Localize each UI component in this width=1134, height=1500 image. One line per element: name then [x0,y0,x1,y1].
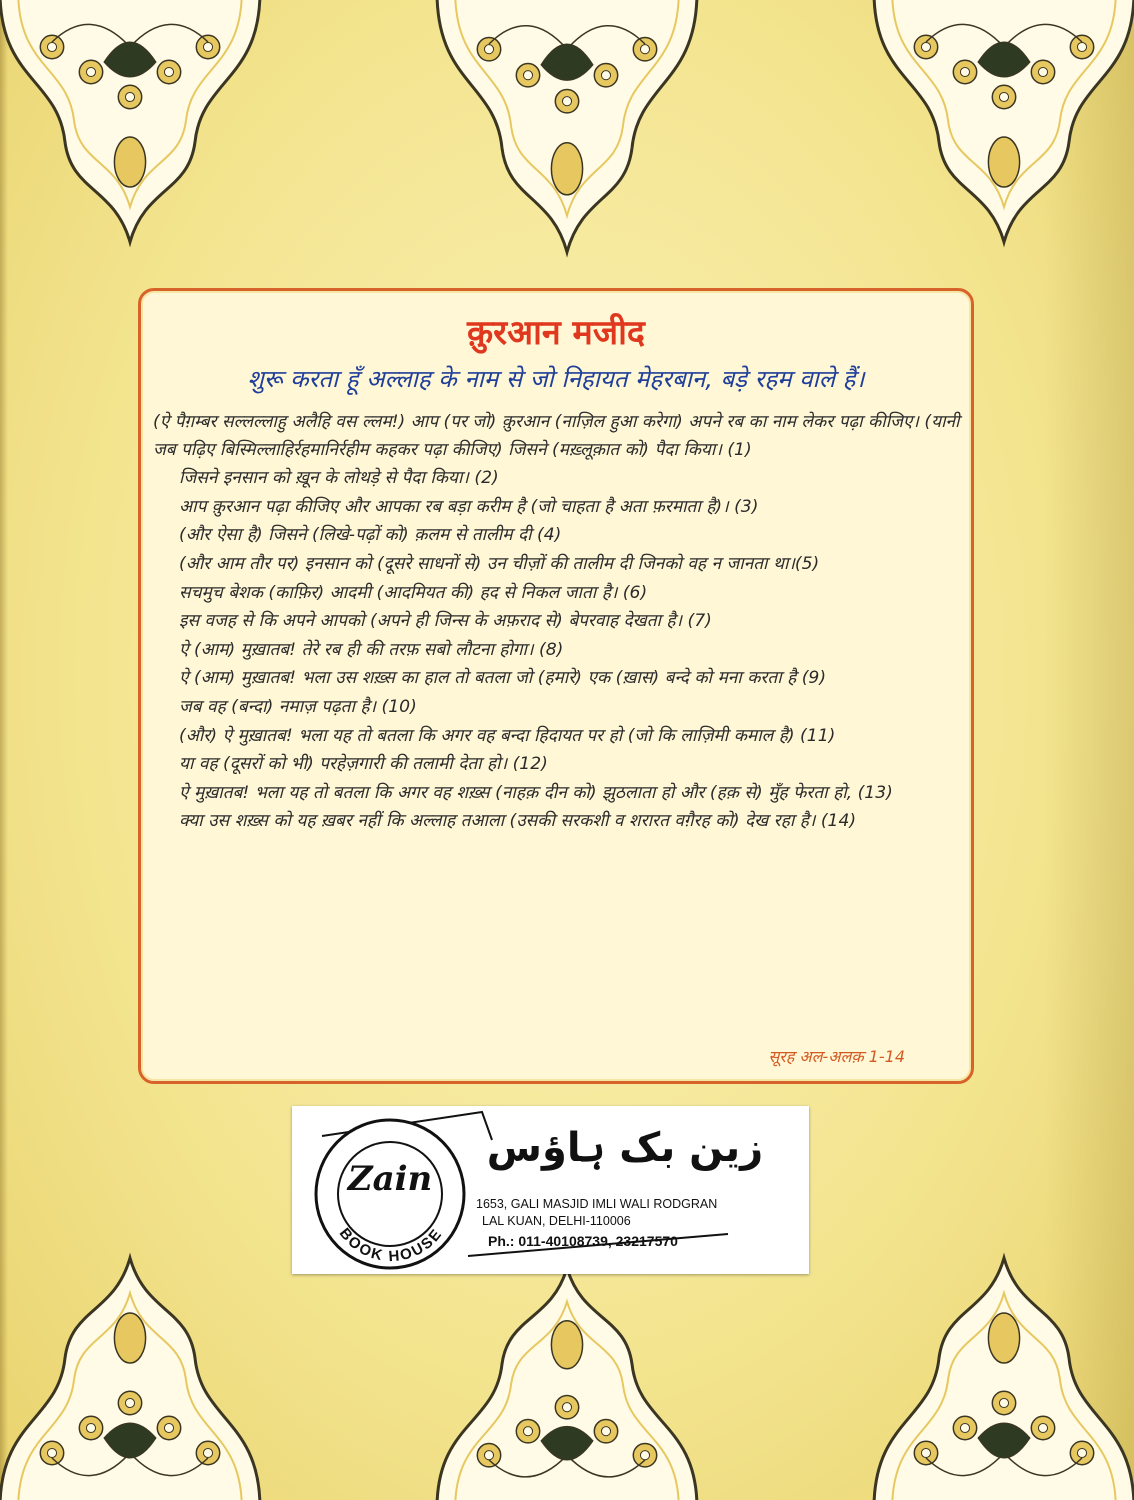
verse-2: जिसने इनसान को ख़ून के लोथड़े से पैदा किया। (2) [179,468,499,489]
address-line-1: 1653, GALI MASJID IMLI WALI RODGRAN [476,1197,718,1211]
ornament-top-left [0,0,260,242]
verse-list [153,409,963,837]
ornament-bottom-center [437,1268,697,1500]
verse-7: इस वजह से कि अपने आपको (अपने ही जिन्स के अफ़राद से) बेपरवाह देखता है। (7) [179,611,712,632]
verse-4: (और ऐसा है) जिसने (लिखे-पढ़ों को) क़लम से तालीम दी (4) [179,525,562,546]
ornament-top-center [437,0,697,252]
verse-6: सचमुच बेशक (काफ़िर) आदमी (आदमियत की) हद से निकल जाता है। (6) [179,582,648,603]
publisher-sticker [292,1106,809,1274]
address-line-2: LAL KUAN, DELHI-110006 [482,1214,631,1228]
publisher-name-urdu: زین بک ہاؤس [486,1125,764,1171]
verse-12: या वह (दूसरों को भी) परहेज़गारी की तलामी देता हो। (12) [179,754,548,775]
logo-word: Zain [347,1159,433,1199]
verse-13: ऐ मुख़ातब! भला यह तो बतला कि अगर वह शख़्स (नाहक़ दीन को) झुठलाता हो और (हक़ से) मुँह फेरता हो, (13) [179,782,893,803]
verse-5: (और आम तौर पर) इनसान को (दूसरे साधनों से) उन चीज़ों की तालीम दी जिनको वह न जानता था।(5) [179,553,820,574]
ornament-bottom-right [874,1258,1134,1500]
logo-ring-text: BOOK HOUSE [335,1224,447,1266]
verse-1: (ऐ पैग़म्बर सल्लल्लाहु अलैहि वस ल्लम!) आप (पर जो) क़ुरआन (नाज़िल हुआ करेगा) अपने रब का नाम लेकर पढ़ा कीजिए। (यानी जब पढ़िए बिस्मिल्लाहिर्रहमानिर्रहीम कहकर पढ़ा कीजिए) जिसने (मख़्लूक़ात को) पैदा किया। (1) [153,412,960,460]
verse-11: (और) ऐ मुख़ातब! भला यह तो बतला कि अगर वह बन्दा हिदायत पर हो (जो कि लाज़िमी कमाल है) (11) [179,725,836,746]
scripture-panel [138,288,974,1084]
ornament-bottom-left [0,1258,260,1500]
verse-10: जब वह (बन्दा) नमाज़ पढ़ता है। (10) [179,696,417,717]
bismillah-line: शुरू करता हूँ अल्लाह के नाम से जो निहायत मेहरबान, बड़े रहम वाले हैं। [247,365,865,393]
verse-9: ऐ (आम) मुख़ातब! भला उस शख़्स का हाल तो बतला जो (हमारे) एक (ख़ास) बन्दे को मना करता है (9) [179,668,827,689]
verse-8: ऐ (आम) मुख़ातब! तेरे रब ही की तरफ़ सबो लौटना होगा। (8) [179,639,564,660]
ornament-top-right [874,0,1134,242]
phone-number: Ph.: 011-40108739, 23217570 [488,1233,678,1249]
verse-3: आप क़ुरआन पढ़ा कीजिए और आपका रब बड़ा करीम है (जो चाहता है अता फ़रमाता है)। (3) [179,496,759,517]
verse-14: क्या उस शख़्स को यह ख़बर नहीं कि अल्लाह तआला (उसकी सरकशी व शरारत वग़ैरह को) देख रहा है। (14) [179,811,857,832]
surah-reference: सूरह अल-अलक़ 1-14 [768,1047,905,1066]
panel-title: क़ुरआन मजीद [467,313,645,353]
